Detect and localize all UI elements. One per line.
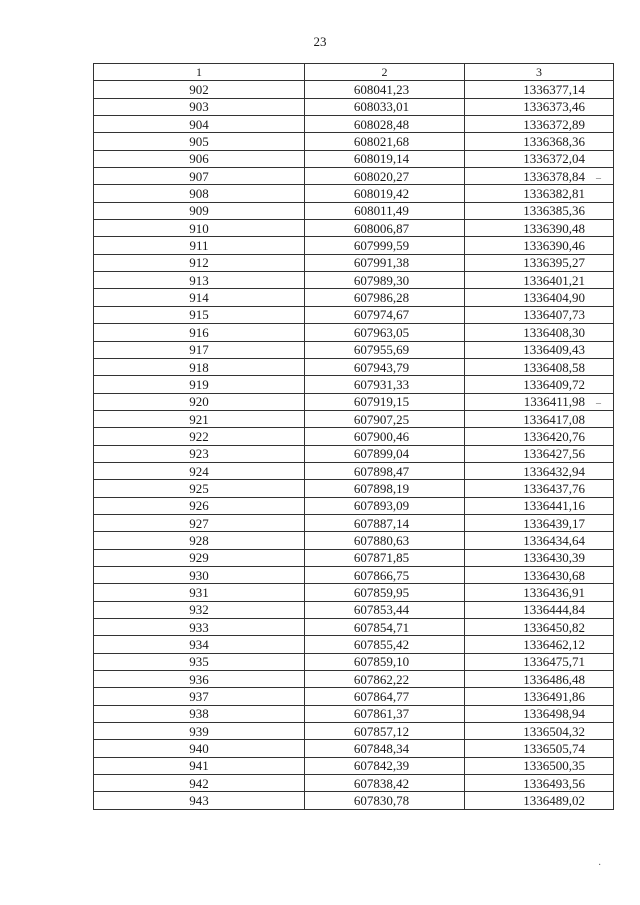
x-coordinate-cell: 607871,85 <box>305 549 465 566</box>
table-row <box>94 272 614 289</box>
table-row <box>94 757 614 774</box>
table-row <box>94 81 614 98</box>
point-number-cell: 905 <box>94 133 305 150</box>
point-number-cell: 917 <box>94 341 305 358</box>
y-coordinate-cell: 1336439,17 <box>465 514 614 531</box>
scan-mark: · <box>598 860 602 871</box>
table-row <box>94 549 614 566</box>
table-row <box>94 740 614 757</box>
table-row <box>94 705 614 722</box>
x-coordinate-cell: 607842,39 <box>305 757 465 774</box>
x-coordinate-cell: 607943,79 <box>305 358 465 375</box>
x-coordinate-cell: 607974,67 <box>305 306 465 323</box>
point-number-cell: 909 <box>94 202 305 219</box>
table-row <box>94 688 614 705</box>
table-row <box>94 480 614 497</box>
table-row <box>94 445 614 462</box>
point-number-cell: 923 <box>94 445 305 462</box>
x-coordinate-cell: 607880,63 <box>305 532 465 549</box>
x-coordinate-cell: 607866,75 <box>305 566 465 583</box>
y-coordinate-cell: 1336407,73 <box>465 306 614 323</box>
x-coordinate-cell: 607862,22 <box>305 671 465 688</box>
x-coordinate-cell: 607887,14 <box>305 514 465 531</box>
x-coordinate-cell: 608019,42 <box>305 185 465 202</box>
point-number-cell: 906 <box>94 150 305 167</box>
table-row <box>94 584 614 601</box>
table-row <box>94 185 614 202</box>
table-row <box>94 220 614 237</box>
point-number-cell: 942 <box>94 775 305 792</box>
x-coordinate-cell: 608011,49 <box>305 202 465 219</box>
y-coordinate-cell: 1336434,64 <box>465 532 614 549</box>
table-row <box>94 514 614 531</box>
y-coordinate-cell: 1336395,27 <box>465 254 614 271</box>
table-row <box>94 462 614 479</box>
header-col-3: 3 <box>465 64 614 81</box>
table-row <box>94 289 614 306</box>
y-coordinate-cell: 1336427,56 <box>465 445 614 462</box>
y-coordinate-cell: 1336489,02 <box>465 792 614 809</box>
point-number-cell: 913 <box>94 272 305 289</box>
point-number-cell: 936 <box>94 671 305 688</box>
x-coordinate-cell: 608021,68 <box>305 133 465 150</box>
table-row <box>94 428 614 445</box>
x-coordinate-cell: 608019,14 <box>305 150 465 167</box>
y-coordinate-cell: 1336409,72 <box>465 376 614 393</box>
x-coordinate-cell: 607999,59 <box>305 237 465 254</box>
x-coordinate-cell: 608006,87 <box>305 220 465 237</box>
x-coordinate-cell: 608033,01 <box>305 98 465 115</box>
point-number-cell: 922 <box>94 428 305 445</box>
x-coordinate-cell: 607864,77 <box>305 688 465 705</box>
y-coordinate-cell: 1336430,39 <box>465 549 614 566</box>
table-row <box>94 775 614 792</box>
table-row <box>94 341 614 358</box>
x-coordinate-cell: 607900,46 <box>305 428 465 445</box>
point-number-cell: 939 <box>94 723 305 740</box>
x-coordinate-cell: 607991,38 <box>305 254 465 271</box>
x-coordinate-cell: 607899,04 <box>305 445 465 462</box>
y-coordinate-cell: 1336430,68 <box>465 566 614 583</box>
point-number-cell: 930 <box>94 566 305 583</box>
y-coordinate-cell: 1336475,71 <box>465 653 614 670</box>
point-number-cell: 902 <box>94 81 305 98</box>
table-row <box>94 237 614 254</box>
point-number-cell: 941 <box>94 757 305 774</box>
point-number-cell: 907 <box>94 168 305 185</box>
point-number-cell: 903 <box>94 98 305 115</box>
y-coordinate-cell: 1336462,12 <box>465 636 614 653</box>
x-coordinate-cell: 607857,12 <box>305 723 465 740</box>
table-row <box>94 358 614 375</box>
y-coordinate-cell: 1336444,84 <box>465 601 614 618</box>
y-coordinate-cell: 1336420,76 <box>465 428 614 445</box>
point-number-cell: 919 <box>94 376 305 393</box>
table-row <box>94 723 614 740</box>
y-coordinate-cell: 1336505,74 <box>465 740 614 757</box>
y-coordinate-cell: 1336404,90 <box>465 289 614 306</box>
point-number-cell: 932 <box>94 601 305 618</box>
y-coordinate-cell: 1336373,46 <box>465 98 614 115</box>
y-coordinate-cell: 1336417,08 <box>465 410 614 427</box>
x-coordinate-cell: 608041,23 <box>305 81 465 98</box>
y-coordinate-cell: 1336504,32 <box>465 723 614 740</box>
y-coordinate-cell: 1336437,76 <box>465 480 614 497</box>
point-number-cell: 916 <box>94 324 305 341</box>
y-coordinate-cell: 1336377,14 <box>465 81 614 98</box>
point-number-cell: 925 <box>94 480 305 497</box>
point-number-cell: 927 <box>94 514 305 531</box>
table-row <box>94 393 614 410</box>
point-number-cell: 924 <box>94 462 305 479</box>
table-row <box>94 601 614 618</box>
table-row <box>94 497 614 514</box>
point-number-cell: 926 <box>94 497 305 514</box>
y-coordinate-cell: 1336436,91 <box>465 584 614 601</box>
x-coordinate-cell: 607893,09 <box>305 497 465 514</box>
table-row <box>94 671 614 688</box>
y-coordinate-cell: 1336368,36 <box>465 133 614 150</box>
table-row <box>94 376 614 393</box>
scan-mark: ‒ <box>596 398 601 409</box>
table-row <box>94 566 614 583</box>
table-row <box>94 168 614 185</box>
x-coordinate-cell: 608028,48 <box>305 116 465 133</box>
y-coordinate-cell: 1336500,35 <box>465 757 614 774</box>
scan-mark: ‒ <box>596 173 601 184</box>
point-number-cell: 937 <box>94 688 305 705</box>
table-row <box>94 532 614 549</box>
table-header <box>94 64 614 81</box>
y-coordinate-cell: 1336408,58 <box>465 358 614 375</box>
table-row <box>94 636 614 653</box>
table-row <box>94 792 614 809</box>
x-coordinate-cell: 607919,15 <box>305 393 465 410</box>
point-number-cell: 911 <box>94 237 305 254</box>
x-coordinate-cell: 607861,37 <box>305 705 465 722</box>
y-coordinate-cell: 1336432,94 <box>465 462 614 479</box>
table-row <box>94 150 614 167</box>
y-coordinate-cell: 1336493,56 <box>465 775 614 792</box>
table-row <box>94 324 614 341</box>
x-coordinate-cell: 608020,27 <box>305 168 465 185</box>
point-number-cell: 931 <box>94 584 305 601</box>
point-number-cell: 921 <box>94 410 305 427</box>
point-number-cell: 915 <box>94 306 305 323</box>
point-number-cell: 935 <box>94 653 305 670</box>
table-body <box>94 81 614 809</box>
x-coordinate-cell: 607859,95 <box>305 584 465 601</box>
table-row <box>94 98 614 115</box>
x-coordinate-cell: 607855,42 <box>305 636 465 653</box>
table-row <box>94 116 614 133</box>
x-coordinate-cell: 607853,44 <box>305 601 465 618</box>
y-coordinate-cell: 1336441,16 <box>465 497 614 514</box>
point-number-cell: 914 <box>94 289 305 306</box>
y-coordinate-cell: 1336491,86 <box>465 688 614 705</box>
header-col-1: 1 <box>94 64 305 81</box>
coordinates-table <box>93 63 614 810</box>
y-coordinate-cell: 1336411,98 <box>465 393 614 410</box>
y-coordinate-cell: 1336409,43 <box>465 341 614 358</box>
y-coordinate-cell: 1336390,48 <box>465 220 614 237</box>
x-coordinate-cell: 607931,33 <box>305 376 465 393</box>
point-number-cell: 943 <box>94 792 305 809</box>
table-row <box>94 254 614 271</box>
x-coordinate-cell: 607854,71 <box>305 619 465 636</box>
point-number-cell: 940 <box>94 740 305 757</box>
y-coordinate-cell: 1336408,30 <box>465 324 614 341</box>
y-coordinate-cell: 1336390,46 <box>465 237 614 254</box>
table-row <box>94 410 614 427</box>
y-coordinate-cell: 1336450,82 <box>465 619 614 636</box>
x-coordinate-cell: 607986,28 <box>305 289 465 306</box>
y-coordinate-cell: 1336486,48 <box>465 671 614 688</box>
point-number-cell: 929 <box>94 549 305 566</box>
x-coordinate-cell: 607963,05 <box>305 324 465 341</box>
x-coordinate-cell: 607859,10 <box>305 653 465 670</box>
point-number-cell: 938 <box>94 705 305 722</box>
point-number-cell: 934 <box>94 636 305 653</box>
x-coordinate-cell: 607838,42 <box>305 775 465 792</box>
table-row <box>94 619 614 636</box>
point-number-cell: 928 <box>94 532 305 549</box>
x-coordinate-cell: 607955,69 <box>305 341 465 358</box>
y-coordinate-cell: 1336385,36 <box>465 202 614 219</box>
x-coordinate-cell: 607989,30 <box>305 272 465 289</box>
y-coordinate-cell: 1336498,94 <box>465 705 614 722</box>
point-number-cell: 908 <box>94 185 305 202</box>
y-coordinate-cell: 1336372,04 <box>465 150 614 167</box>
y-coordinate-cell: 1336382,81 <box>465 185 614 202</box>
header-col-2: 2 <box>305 64 465 81</box>
table-row <box>94 306 614 323</box>
point-number-cell: 910 <box>94 220 305 237</box>
x-coordinate-cell: 607830,78 <box>305 792 465 809</box>
header-row <box>94 64 614 81</box>
point-number-cell: 904 <box>94 116 305 133</box>
point-number-cell: 912 <box>94 254 305 271</box>
x-coordinate-cell: 607898,47 <box>305 462 465 479</box>
point-number-cell: 918 <box>94 358 305 375</box>
y-coordinate-cell: 1336378,84 <box>465 168 614 185</box>
x-coordinate-cell: 607907,25 <box>305 410 465 427</box>
page-number: 23 <box>313 34 327 49</box>
y-coordinate-cell: 1336401,21 <box>465 272 614 289</box>
table-row <box>94 202 614 219</box>
table-row <box>94 653 614 670</box>
point-number-cell: 933 <box>94 619 305 636</box>
point-number-cell: 920 <box>94 393 305 410</box>
table-row <box>94 133 614 150</box>
y-coordinate-cell: 1336372,89 <box>465 116 614 133</box>
x-coordinate-cell: 607848,34 <box>305 740 465 757</box>
x-coordinate-cell: 607898,19 <box>305 480 465 497</box>
